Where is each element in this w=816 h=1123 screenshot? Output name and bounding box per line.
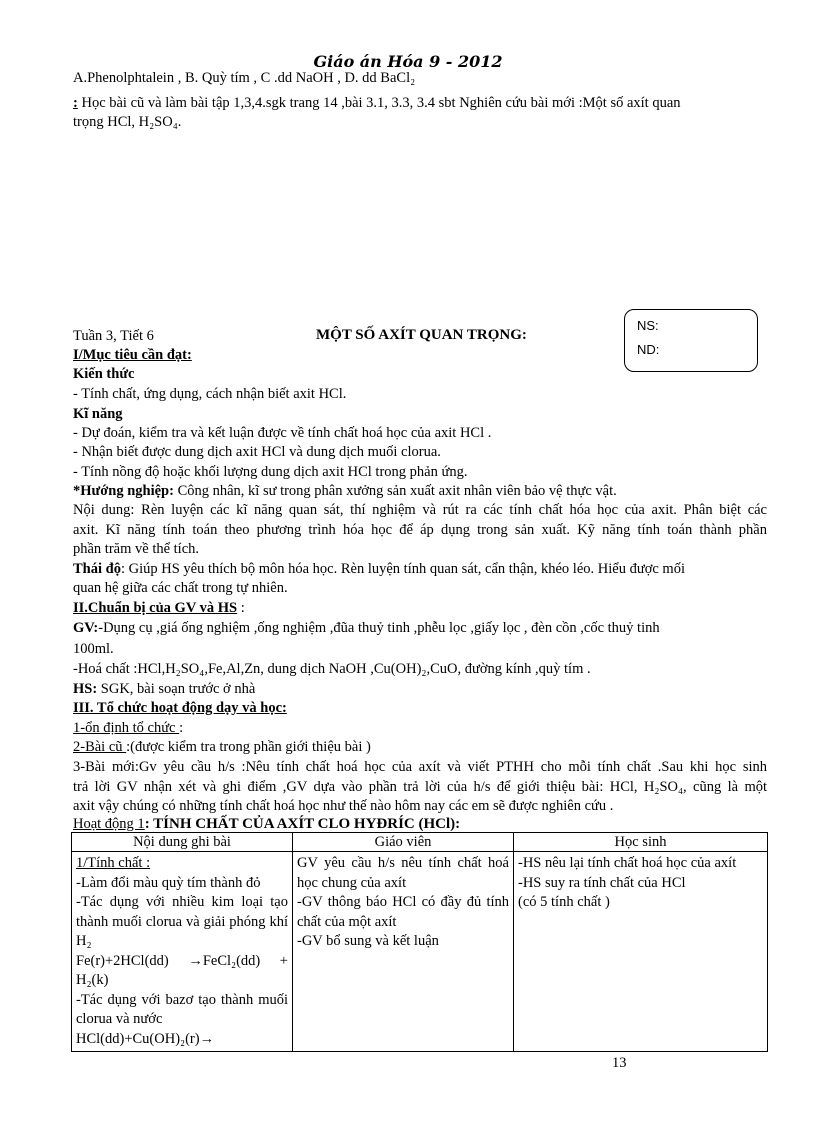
- knowledge-heading: Kiến thức: [73, 366, 135, 382]
- content-line-3: phần trăm về thể tích.: [73, 541, 200, 557]
- gv-text: -Dụng cụ ,giá ống nghiệm ,ống nghiệm ,đũa thuỷ tinh ,phễu lọc ,giấy lọc , đèn cồn ,cốc thuỷ tinh: [98, 620, 660, 636]
- teacher-item: -GV thông báo HCl có đầy đủ tính chất của một axít: [297, 894, 509, 930]
- table-cell-student: [514, 852, 768, 1052]
- student-item: (có 5 tính chất ): [518, 894, 610, 910]
- table-header-content: Nội dung ghi bài: [72, 833, 293, 852]
- hs-text: SGK, bài soạn trước ở nhà: [97, 681, 256, 697]
- equation: Fe(r)+2HCl(dd) →FeCl₂(dd) + H₂(k): [76, 952, 288, 988]
- activity-title: : TÍNH CHẤT CỦA AXÍT CLO HYĐRÍC (HCl):: [144, 816, 461, 832]
- ns-label: NS:: [637, 318, 659, 333]
- homework-prefix: :: [73, 95, 78, 111]
- teacher-item: GV yêu cầu h/s nêu tính chất hoá học chung của axít: [297, 855, 509, 891]
- step3-line-3: axit vậy chúng có những tính chất hoá học như thế nào hôm nay các em sẽ được nghiên cứu .: [73, 798, 614, 814]
- section2-heading-line: [73, 599, 767, 618]
- document-header-title: Giáo án Hóa 9 - 2012: [313, 52, 503, 71]
- attitude-text: : Giúp HS yêu thích bộ môn hóa học. Rèn luyện tính quan sát, cẩn thận, khéo léo. Hiểu được mối: [120, 561, 685, 577]
- step1-text: 1-ổn định tổ chức: [73, 720, 180, 736]
- section2-heading-suffix: :: [237, 600, 245, 616]
- homework-line-1: [73, 94, 767, 113]
- step3-line-2: trả lời GV nhận xét và ghi điểm ,GV dựa vào phần trả lời của h/s để giới thiệu bài: HCl, H₂SO₄, cũng là một: [73, 779, 767, 795]
- step2-line: [73, 738, 767, 757]
- table-header-student: Học sinh: [514, 833, 768, 852]
- content-item: -Tác dụng với nhiều kim loại tạo thành muối clorua và giải phóng khí H₂: [76, 894, 288, 949]
- teacher-item: -GV bổ sung và kết luận: [297, 933, 439, 949]
- skill-item-3: - Tính nồng độ hoặc khối lượng dung dịch axit HCl trong phản ứng.: [73, 464, 468, 480]
- skill-item-2: - Nhận biết được dung dịch axit HCl và dung dịch muối clorua.: [73, 444, 441, 460]
- lesson-title: MỘT SỐ AXÍT QUAN TRỌNG:: [316, 327, 527, 343]
- content-line-2: axit. Kĩ năng tính toán theo phương trình hóa học để áp dụng trong sản xuất. Kỹ năng tính toán thành phần: [73, 522, 767, 538]
- hs-line: [73, 680, 767, 699]
- lesson-week: Tuần 3, Tiết 6: [73, 328, 154, 344]
- career-label: *Hướng nghiệp:: [73, 483, 174, 499]
- skill-item-1: - Dự đoán, kiểm tra và kết luận được về tính chất hoá học của axit HCl .: [73, 425, 492, 441]
- knowledge-item: - Tính chất, ứng dụng, cách nhận biết axit HCl.: [73, 386, 347, 402]
- table-row: [72, 852, 768, 1052]
- content-item: -Tác dụng với bazơ tạo thành muối clorua và nước: [76, 991, 288, 1027]
- step1-line: [73, 719, 767, 738]
- step2-label: 2-Bài cũ: [73, 739, 127, 755]
- career-line: [73, 482, 767, 501]
- table-cell-teacher: [293, 852, 514, 1052]
- property-heading: 1/Tính chất :: [76, 855, 151, 871]
- gv-label: GV:: [73, 620, 99, 636]
- attitude-line-1: [73, 560, 767, 579]
- page-number: 13: [612, 1055, 627, 1071]
- activity-table: [71, 832, 768, 1052]
- skills-heading: Kĩ năng: [73, 406, 123, 422]
- hs-label: HS:: [73, 681, 98, 697]
- table-cell-content: [72, 852, 293, 1052]
- step2-text: :(được kiểm tra trong phần giới thiệu bài ): [126, 739, 371, 755]
- section1-heading: I/Mục tiêu cần đạt:: [73, 347, 192, 363]
- answer-options: A.Phenolphtalein , B. Quỳ tím , C .dd NaOH , D. dd BaCl₂: [73, 70, 416, 86]
- section2-heading: II.Chuẩn bị của GV và HS: [73, 600, 238, 616]
- career-text: Công nhân, kĩ sư trong phân xưởng sản xuất axit nhân viên bảo vệ thực vật.: [173, 483, 617, 499]
- activity-label: Hoạt động 1: [73, 816, 145, 832]
- section3-heading: III. Tổ chức hoạt động dạy và học:: [73, 700, 287, 716]
- step1-suffix: :: [179, 720, 184, 736]
- gv-line-1: [73, 619, 767, 638]
- table-header-row: [72, 833, 768, 852]
- content-item: -Làm đổi màu quỳ tím thành đỏ: [76, 874, 261, 891]
- gv-line-2: 100ml.: [73, 641, 114, 657]
- table-header-teacher: Giáo viên: [293, 833, 514, 852]
- attitude-line-2: quan hệ giữa các chất trong tự nhiên.: [73, 580, 288, 596]
- nd-label: ND:: [637, 342, 660, 357]
- chemicals-line: -Hoá chất :HCl,H₂SO₄,Fe,Al,Zn, dung dịch NaOH ,Cu(OH)₂,CuO, đường kính ,quỳ tím .: [73, 661, 591, 677]
- step3-line-1: 3-Bài mới:Gv yêu cầu h/s :Nêu tính chất hoá học của axít và viết PTHH cho mỗi tính chất .Sau khi học sinh: [73, 759, 767, 775]
- content-line-1: Nội dung: Rèn luyện các kĩ năng quan sát, thí nghiệm và rút ra các tính chất hóa học của axit. Phân biệt các: [73, 502, 767, 518]
- equation: HCl(dd)+Cu(OH)₂(r)→: [76, 1030, 215, 1047]
- attitude-label: Thái độ: [73, 561, 121, 577]
- homework-text: Học bài cũ và làm bài tập 1,3,4.sgk trang 14 ,bài 3.1, 3.3, 3.4 sbt Nghiên cứu bài mới :Một số axít quan: [77, 95, 681, 111]
- homework-line-2: trọng HCl, H₂SO₄.: [73, 114, 182, 130]
- student-item: -HS suy ra tính chất của HCl: [518, 874, 686, 891]
- student-item: -HS nêu lại tính chất hoá học của axít: [518, 855, 737, 871]
